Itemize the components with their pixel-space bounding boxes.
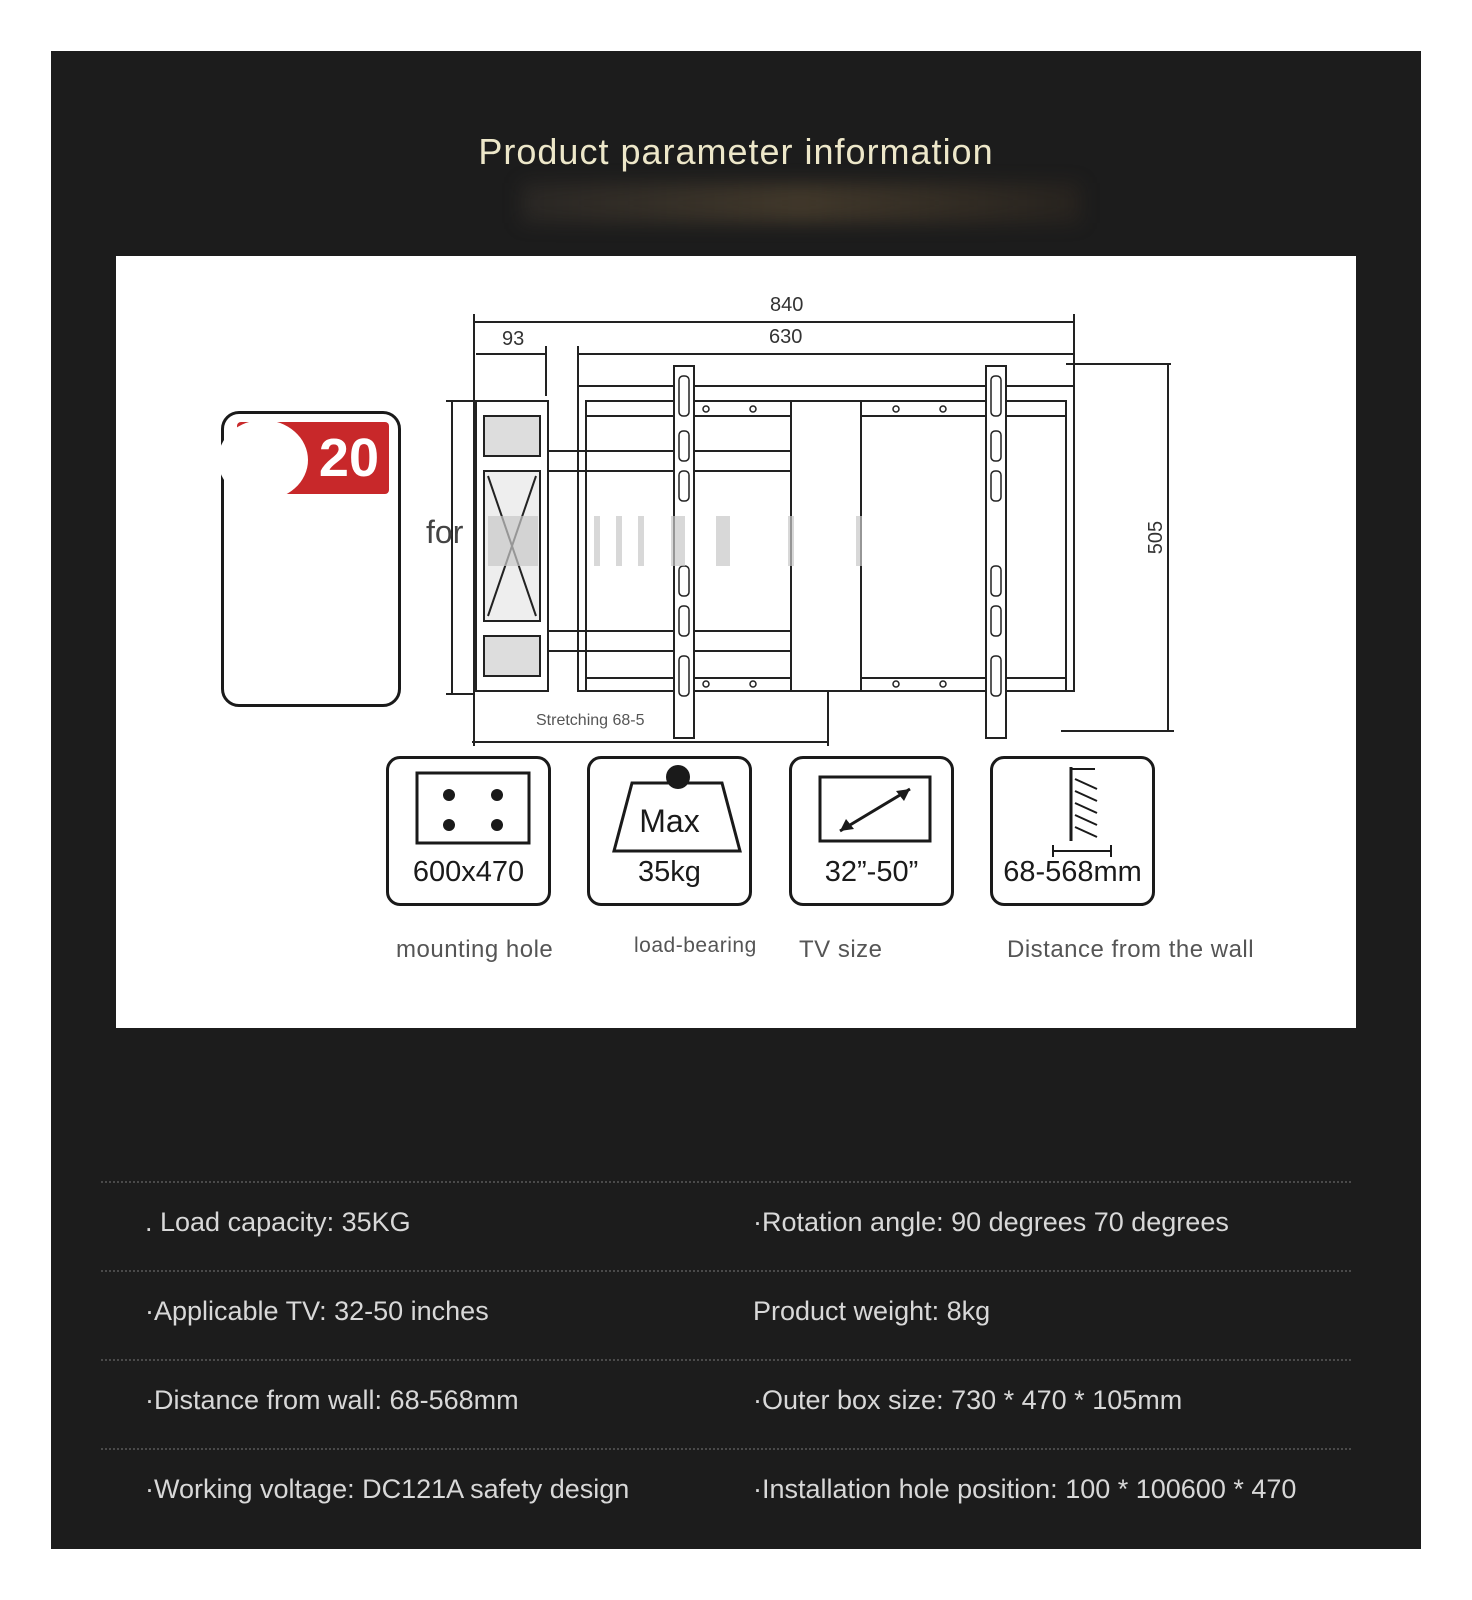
wall-distance-box	[990, 756, 1155, 906]
load-label: load-bearing	[634, 934, 757, 957]
spec-row	[101, 1448, 1351, 1537]
wall-distance-label: Distance from the wall	[1007, 936, 1255, 963]
load-value: 35kg	[638, 856, 701, 888]
dim-840: 840	[770, 294, 804, 316]
mounting-hole-icon	[389, 759, 549, 859]
spec-list	[101, 1181, 1351, 1537]
tv-size-label: TV size	[799, 936, 883, 963]
spec-installation-hole: ·Installation hole position: 100 * 100600 * 470	[753, 1474, 1297, 1504]
spec-load-capacity: . Load capacity: 35KG	[145, 1207, 411, 1237]
dim-630: 630	[769, 326, 803, 348]
spec-outer-box-size: ·Outer box size: 730 * 470 * 105mm	[753, 1385, 1183, 1415]
spec-working-voltage: ·Working voltage: DC121A safety design	[145, 1474, 630, 1504]
tv-size-box	[789, 756, 954, 906]
spec-row	[101, 1181, 1351, 1270]
size-badge	[221, 411, 401, 707]
mounting-hole-box	[386, 756, 551, 906]
mounting-hole-label: mounting hole	[396, 936, 554, 963]
stretch-label: Stretching 68-5	[536, 712, 645, 729]
spec-product-weight: Product weight: 8kg	[753, 1296, 991, 1326]
wall-distance-value: 68-568mm	[1003, 856, 1142, 888]
dim-93: 93	[502, 328, 525, 350]
page-title: Product parameter information	[478, 131, 994, 172]
tv-size-icon	[792, 759, 952, 859]
subtitle-blur	[521, 183, 1081, 223]
badge-number: 20	[237, 422, 389, 494]
tv-size-value: 32”-50”	[824, 856, 919, 888]
badge-blot	[218, 420, 308, 500]
badge-for-text: for	[426, 514, 464, 550]
load-box	[587, 756, 752, 906]
wall-distance-icon	[993, 759, 1153, 859]
dim-505: 505	[1145, 520, 1168, 555]
mount-diagram	[116, 256, 1356, 1028]
spec-row	[101, 1359, 1351, 1448]
max-text: Max	[639, 803, 700, 839]
spec-distance-from-wall: ·Distance from wall: 68-568mm	[145, 1385, 519, 1415]
spec-row	[101, 1270, 1351, 1359]
spec-applicable-tv: ·Applicable TV: 32-50 inches	[145, 1296, 489, 1326]
mounting-hole-value: 600x470	[412, 856, 525, 888]
spec-rotation-angle: ·Rotation angle: 90 degrees 70 degrees	[753, 1207, 1229, 1237]
product-panel	[51, 51, 1421, 1549]
